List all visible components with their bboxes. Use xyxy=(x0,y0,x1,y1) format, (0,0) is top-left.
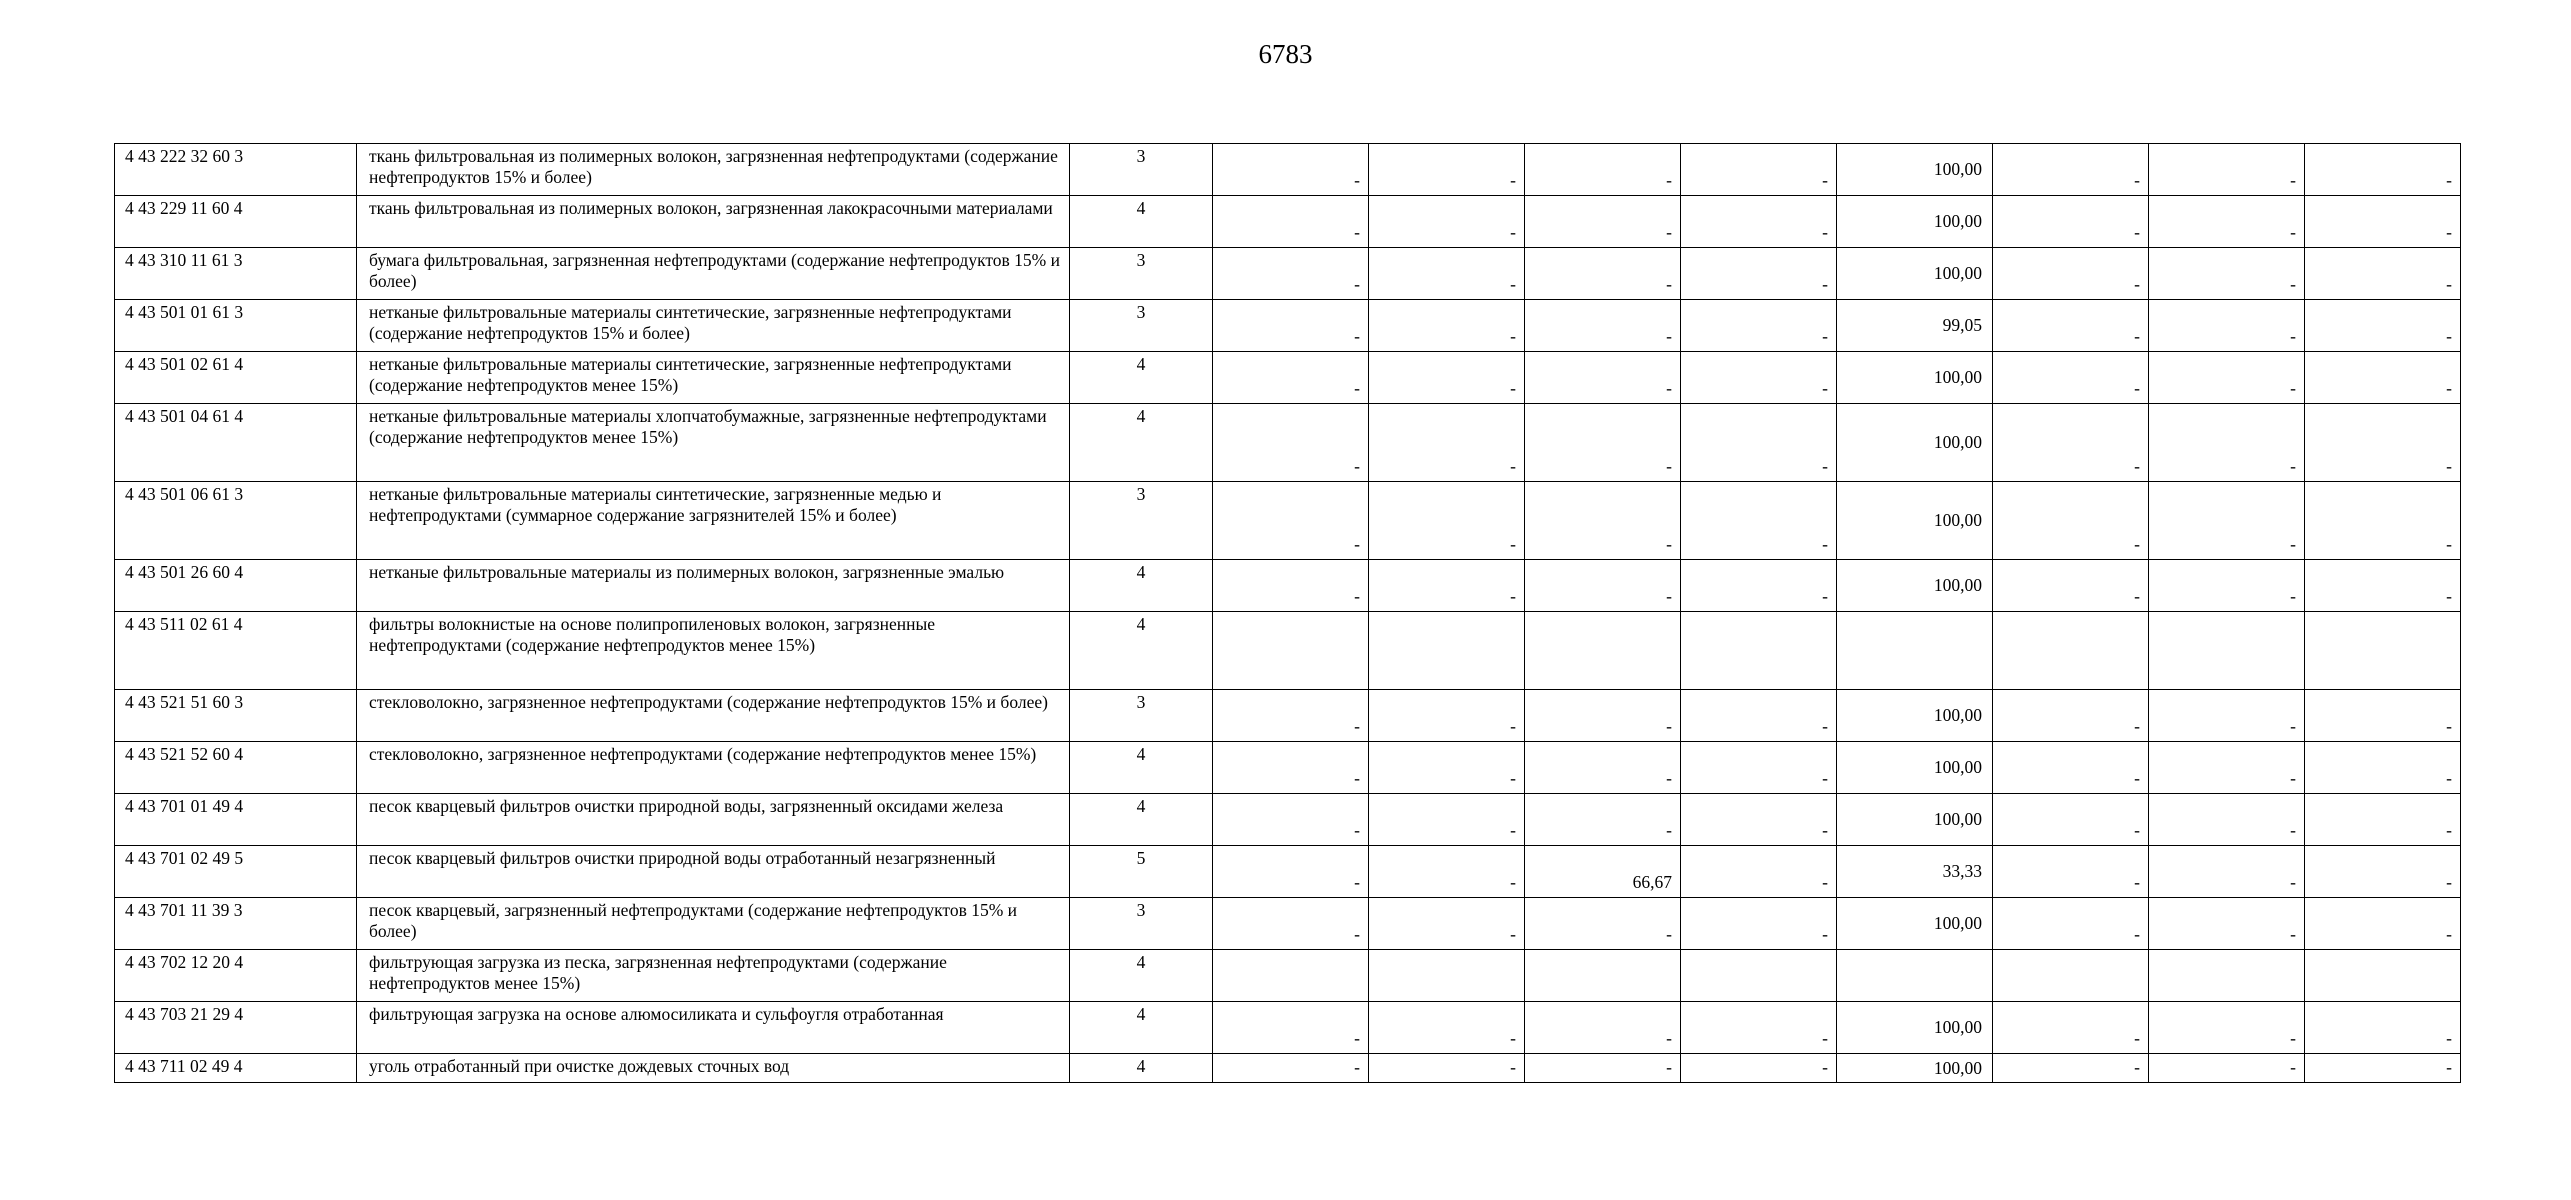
share-value-cell: - xyxy=(1525,144,1681,196)
page-number: 6783 xyxy=(1258,39,1313,69)
table-row xyxy=(115,352,2461,404)
waste-name-cell: фильтрующая загрузка на основе алюмосиликата и сульфоугля отработанная xyxy=(357,1002,1070,1054)
share-value-cell: 66,67 xyxy=(1525,846,1681,898)
share-value-cell: - xyxy=(1525,404,1681,482)
share-value-cell: - xyxy=(1525,482,1681,560)
hazard-class-cell: 4 xyxy=(1070,950,1213,1002)
share-value-cell: - xyxy=(1213,898,1369,950)
share-percent-cell: 100,00 xyxy=(1837,482,1993,560)
share-value-cell: - xyxy=(2305,248,2461,300)
share-value-cell: - xyxy=(2149,794,2305,846)
waste-code-cell: 4 43 703 21 29 4 xyxy=(115,1002,357,1054)
share-percent-cell: 100,00 xyxy=(1837,560,1993,612)
share-value-cell: - xyxy=(1681,404,1837,482)
share-value-cell: - xyxy=(2305,482,2461,560)
hazard-class-cell: 4 xyxy=(1070,742,1213,794)
share-value-cell: - xyxy=(1525,898,1681,950)
share-value-cell xyxy=(1993,612,2149,690)
share-value-cell: - xyxy=(2305,404,2461,482)
waste-name-cell: нетканые фильтровальные материалы синтетические, загрязненные нефтепродуктами (содержание нефтепродуктов менее 15%) xyxy=(357,352,1070,404)
waste-code-cell: 4 43 521 51 60 3 xyxy=(115,690,357,742)
hazard-class-cell: 4 xyxy=(1070,1002,1213,1054)
share-value-cell: - xyxy=(1369,794,1525,846)
hazard-class-cell: 4 xyxy=(1070,612,1213,690)
share-value-cell: - xyxy=(1993,404,2149,482)
waste-name-cell: песок кварцевый фильтров очистки природной воды, загрязненный оксидами железа xyxy=(357,794,1070,846)
share-percent-cell: 100,00 xyxy=(1837,742,1993,794)
share-value-cell: - xyxy=(1993,482,2149,560)
share-value-cell: - xyxy=(2149,352,2305,404)
waste-name-cell: ткань фильтровальная из полимерных волокон, загрязненная лакокрасочными материалами xyxy=(357,196,1070,248)
waste-table xyxy=(114,143,2461,1083)
share-value-cell: - xyxy=(1525,352,1681,404)
waste-name-cell: нетканые фильтровальные материалы из полимерных волокон, загрязненные эмалью xyxy=(357,560,1070,612)
share-value-cell: - xyxy=(1525,1002,1681,1054)
share-value-cell: - xyxy=(1213,144,1369,196)
share-percent-cell: 100,00 xyxy=(1837,196,1993,248)
share-value-cell: - xyxy=(2149,742,2305,794)
share-value-cell: - xyxy=(2149,482,2305,560)
share-value-cell: - xyxy=(1681,300,1837,352)
waste-code-cell: 4 43 521 52 60 4 xyxy=(115,742,357,794)
share-value-cell: - xyxy=(1681,1002,1837,1054)
share-value-cell: - xyxy=(2305,846,2461,898)
share-value-cell: - xyxy=(2149,300,2305,352)
share-percent-cell: 99,05 xyxy=(1837,300,1993,352)
hazard-class-cell: 3 xyxy=(1070,482,1213,560)
share-value-cell: - xyxy=(1213,1054,1369,1083)
table-row xyxy=(115,846,2461,898)
share-percent-cell: 100,00 xyxy=(1837,352,1993,404)
waste-code-cell: 4 43 229 11 60 4 xyxy=(115,196,357,248)
share-value-cell: - xyxy=(1369,898,1525,950)
table-row xyxy=(115,404,2461,482)
hazard-class-cell: 4 xyxy=(1070,794,1213,846)
share-value-cell: - xyxy=(1213,300,1369,352)
share-value-cell: - xyxy=(1993,1054,2149,1083)
table-row xyxy=(115,898,2461,950)
share-value-cell: - xyxy=(1681,742,1837,794)
share-value-cell: - xyxy=(2149,1002,2305,1054)
share-value-cell: - xyxy=(1213,742,1369,794)
share-value-cell: - xyxy=(2305,300,2461,352)
share-value-cell: - xyxy=(1993,248,2149,300)
table-row xyxy=(115,794,2461,846)
share-value-cell: - xyxy=(1369,352,1525,404)
share-value-cell xyxy=(2305,612,2461,690)
share-percent-cell: 33,33 xyxy=(1837,846,1993,898)
share-value-cell: - xyxy=(1213,404,1369,482)
share-value-cell: - xyxy=(1213,794,1369,846)
share-value-cell: - xyxy=(1681,248,1837,300)
share-value-cell xyxy=(1993,950,2149,1002)
share-value-cell: - xyxy=(1213,196,1369,248)
waste-code-cell: 4 43 501 04 61 4 xyxy=(115,404,357,482)
waste-name-cell: нетканые фильтровальные материалы синтетические, загрязненные нефтепродуктами (содержание нефтепродуктов 15% и более) xyxy=(357,300,1070,352)
waste-code-cell: 4 43 501 01 61 3 xyxy=(115,300,357,352)
share-value-cell: - xyxy=(2149,898,2305,950)
share-value-cell: - xyxy=(1369,560,1525,612)
hazard-class-cell: 4 xyxy=(1070,1054,1213,1083)
table-row xyxy=(115,950,2461,1002)
share-percent-cell: 100,00 xyxy=(1837,690,1993,742)
waste-code-cell: 4 43 701 01 49 4 xyxy=(115,794,357,846)
hazard-class-cell: 3 xyxy=(1070,300,1213,352)
share-value-cell: - xyxy=(1681,352,1837,404)
waste-name-cell: ткань фильтровальная из полимерных волокон, загрязненная нефтепродуктами (содержание нефтепродуктов 15% и более) xyxy=(357,144,1070,196)
table-row xyxy=(115,144,2461,196)
share-value-cell: - xyxy=(2305,560,2461,612)
share-value-cell: - xyxy=(2149,560,2305,612)
share-value-cell: - xyxy=(1993,1002,2149,1054)
waste-code-cell: 4 43 222 32 60 3 xyxy=(115,144,357,196)
share-value-cell: - xyxy=(2305,794,2461,846)
share-value-cell: - xyxy=(1525,794,1681,846)
waste-name-cell: нетканые фильтровальные материалы синтетические, загрязненные медью и нефтепродуктами (суммарное содержание загрязнителей 15% и более) xyxy=(357,482,1070,560)
share-value-cell: - xyxy=(1993,352,2149,404)
waste-code-cell: 4 43 711 02 49 4 xyxy=(115,1054,357,1083)
share-value-cell: - xyxy=(1525,690,1681,742)
waste-name-cell: фильтрующая загрузка из песка, загрязненная нефтепродуктами (содержание нефтепродуктов менее 15%) xyxy=(357,950,1070,1002)
table-row xyxy=(115,560,2461,612)
table-row xyxy=(115,248,2461,300)
table-row xyxy=(115,612,2461,690)
waste-name-cell: песок кварцевый, загрязненный нефтепродуктами (содержание нефтепродуктов 15% и более) xyxy=(357,898,1070,950)
share-value-cell: - xyxy=(1993,690,2149,742)
share-value-cell: - xyxy=(1369,846,1525,898)
hazard-class-cell: 4 xyxy=(1070,560,1213,612)
share-value-cell: - xyxy=(1993,846,2149,898)
hazard-class-cell: 3 xyxy=(1070,690,1213,742)
share-value-cell: - xyxy=(1993,144,2149,196)
share-value-cell xyxy=(1525,612,1681,690)
table-row xyxy=(115,1002,2461,1054)
share-value-cell: - xyxy=(1525,196,1681,248)
share-value-cell xyxy=(1369,612,1525,690)
share-value-cell: - xyxy=(1993,560,2149,612)
share-percent-cell xyxy=(1837,612,1993,690)
share-value-cell: - xyxy=(1993,742,2149,794)
share-value-cell: - xyxy=(1525,248,1681,300)
share-value-cell: - xyxy=(1681,482,1837,560)
waste-name-cell: уголь отработанный при очистке дождевых сточных вод xyxy=(357,1054,1070,1083)
share-value-cell: - xyxy=(1993,898,2149,950)
share-value-cell: - xyxy=(1681,196,1837,248)
share-percent-cell: 100,00 xyxy=(1837,794,1993,846)
share-value-cell: - xyxy=(1369,482,1525,560)
table-row xyxy=(115,1054,2461,1083)
share-value-cell: - xyxy=(1681,1054,1837,1083)
share-value-cell: - xyxy=(1993,300,2149,352)
hazard-class-cell: 3 xyxy=(1070,144,1213,196)
waste-code-cell: 4 43 511 02 61 4 xyxy=(115,612,357,690)
share-value-cell: - xyxy=(1525,300,1681,352)
waste-name-cell: бумага фильтровальная, загрязненная нефтепродуктами (содержание нефтепродуктов 15% и более) xyxy=(357,248,1070,300)
hazard-class-cell: 4 xyxy=(1070,404,1213,482)
share-value-cell: - xyxy=(1993,794,2149,846)
share-value-cell: - xyxy=(1213,560,1369,612)
waste-name-cell: фильтры волокнистые на основе полипропиленовых волокон, загрязненные нефтепродуктами (содержание нефтепродуктов менее 15%) xyxy=(357,612,1070,690)
share-value-cell xyxy=(1213,612,1369,690)
share-percent-cell: 100,00 xyxy=(1837,248,1993,300)
waste-name-cell: нетканые фильтровальные материалы хлопчатобумажные, загрязненные нефтепродуктами (содержание нефтепродуктов менее 15%) xyxy=(357,404,1070,482)
share-value-cell: - xyxy=(1369,1002,1525,1054)
share-value-cell: - xyxy=(1369,196,1525,248)
waste-code-cell: 4 43 310 11 61 3 xyxy=(115,248,357,300)
share-value-cell: - xyxy=(1681,846,1837,898)
share-value-cell: - xyxy=(2149,690,2305,742)
hazard-class-cell: 4 xyxy=(1070,352,1213,404)
waste-name-cell: стекловолокно, загрязненное нефтепродуктами (содержание нефтепродуктов 15% и более) xyxy=(357,690,1070,742)
share-value-cell: - xyxy=(1369,690,1525,742)
table-row xyxy=(115,300,2461,352)
table-body xyxy=(115,144,2461,1083)
share-value-cell: - xyxy=(1213,482,1369,560)
share-value-cell: - xyxy=(2149,1054,2305,1083)
share-value-cell: - xyxy=(1369,300,1525,352)
share-percent-cell: 100,00 xyxy=(1837,404,1993,482)
share-value-cell: - xyxy=(2149,404,2305,482)
share-value-cell: - xyxy=(1213,1002,1369,1054)
share-percent-cell: 100,00 xyxy=(1837,898,1993,950)
share-value-cell: - xyxy=(1681,560,1837,612)
share-value-cell: - xyxy=(2149,196,2305,248)
table-row xyxy=(115,196,2461,248)
share-value-cell xyxy=(1213,950,1369,1002)
share-value-cell: - xyxy=(1213,846,1369,898)
table-row xyxy=(115,482,2461,560)
share-value-cell: - xyxy=(1681,144,1837,196)
waste-code-cell: 4 43 501 26 60 4 xyxy=(115,560,357,612)
share-value-cell xyxy=(1681,950,1837,1002)
share-value-cell: - xyxy=(1369,742,1525,794)
share-value-cell xyxy=(2149,950,2305,1002)
share-value-cell: - xyxy=(2305,144,2461,196)
waste-name-cell: стекловолокно, загрязненное нефтепродуктами (содержание нефтепродуктов менее 15%) xyxy=(357,742,1070,794)
share-value-cell xyxy=(2149,612,2305,690)
table-row xyxy=(115,690,2461,742)
share-value-cell: - xyxy=(1213,690,1369,742)
share-value-cell: - xyxy=(1525,560,1681,612)
share-value-cell: - xyxy=(1525,1054,1681,1083)
share-value-cell: - xyxy=(1681,794,1837,846)
share-value-cell: - xyxy=(1681,690,1837,742)
share-value-cell: - xyxy=(2305,1054,2461,1083)
share-value-cell: - xyxy=(1369,1054,1525,1083)
share-value-cell: - xyxy=(2149,144,2305,196)
waste-code-cell: 4 43 701 11 39 3 xyxy=(115,898,357,950)
hazard-class-cell: 3 xyxy=(1070,248,1213,300)
share-value-cell: - xyxy=(1525,742,1681,794)
hazard-class-cell: 3 xyxy=(1070,898,1213,950)
share-percent-cell xyxy=(1837,950,1993,1002)
share-value-cell: - xyxy=(2149,846,2305,898)
table-row xyxy=(115,742,2461,794)
share-value-cell xyxy=(1525,950,1681,1002)
share-value-cell: - xyxy=(2305,898,2461,950)
share-value-cell: - xyxy=(1369,248,1525,300)
share-value-cell: - xyxy=(2305,1002,2461,1054)
waste-code-cell: 4 43 701 02 49 5 xyxy=(115,846,357,898)
share-value-cell: - xyxy=(2305,690,2461,742)
hazard-class-cell: 5 xyxy=(1070,846,1213,898)
share-value-cell: - xyxy=(1369,404,1525,482)
share-value-cell: - xyxy=(2305,196,2461,248)
share-value-cell: - xyxy=(1681,898,1837,950)
waste-name-cell: песок кварцевый фильтров очистки природной воды отработанный незагрязненный xyxy=(357,846,1070,898)
waste-code-cell: 4 43 501 06 61 3 xyxy=(115,482,357,560)
share-value-cell: - xyxy=(2305,742,2461,794)
share-percent-cell: 100,00 xyxy=(1837,144,1993,196)
share-value-cell: - xyxy=(1369,144,1525,196)
share-value-cell: - xyxy=(2149,248,2305,300)
share-value-cell xyxy=(1681,612,1837,690)
waste-code-cell: 4 43 501 02 61 4 xyxy=(115,352,357,404)
share-value-cell xyxy=(2305,950,2461,1002)
waste-code-cell: 4 43 702 12 20 4 xyxy=(115,950,357,1002)
share-value-cell xyxy=(1369,950,1525,1002)
share-value-cell: - xyxy=(1213,248,1369,300)
share-value-cell: - xyxy=(1213,352,1369,404)
share-value-cell: - xyxy=(1993,196,2149,248)
share-value-cell: - xyxy=(2305,352,2461,404)
share-percent-cell: 100,00 xyxy=(1837,1002,1993,1054)
share-percent-cell: 100,00 xyxy=(1837,1054,1993,1083)
hazard-class-cell: 4 xyxy=(1070,196,1213,248)
